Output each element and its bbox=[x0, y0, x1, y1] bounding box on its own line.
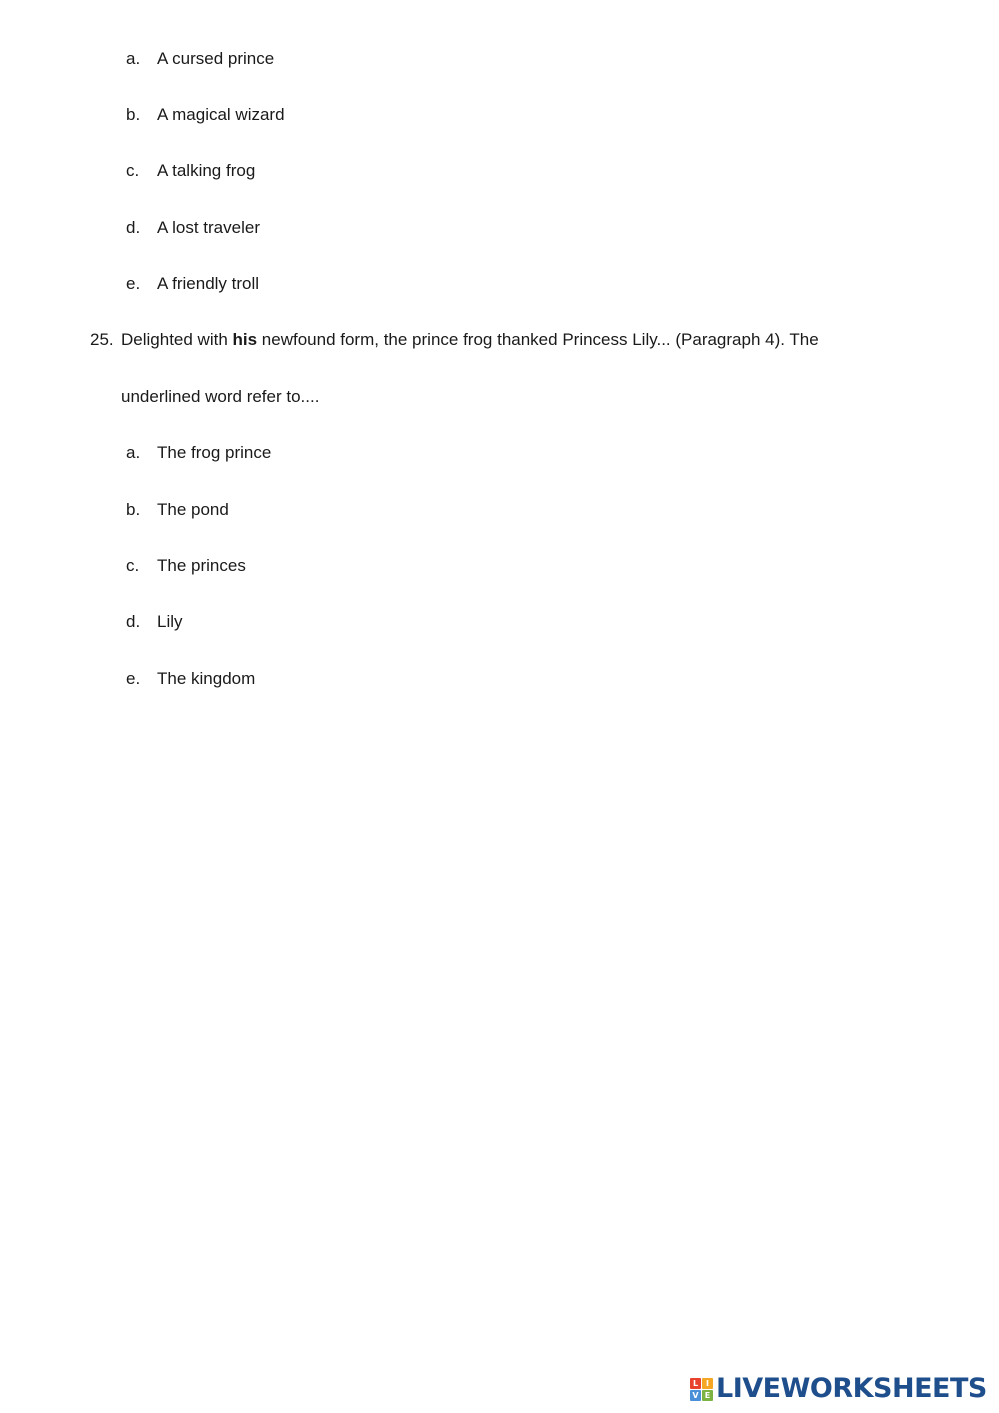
option-text: The pond bbox=[157, 500, 229, 519]
question-bold-word: his bbox=[232, 330, 258, 349]
q25-question-continued: underlined word refer to.... bbox=[121, 387, 320, 406]
option-letter: b. bbox=[126, 105, 141, 124]
option-text: The frog prince bbox=[157, 443, 272, 462]
q25-option-b[interactable] bbox=[126, 498, 229, 522]
logo-mark-v: V bbox=[690, 1390, 701, 1401]
option-letter: d. bbox=[126, 612, 141, 631]
q24-option-d[interactable] bbox=[126, 216, 260, 240]
liveworksheets-logo bbox=[690, 1374, 987, 1404]
q25-option-d[interactable] bbox=[126, 610, 183, 634]
question-text-end: newfound form, the prince frog thanked Princess Lily... (Paragraph 4). The bbox=[257, 330, 819, 349]
option-letter: c. bbox=[126, 556, 140, 575]
option-text: Lily bbox=[157, 612, 183, 631]
option-letter: a. bbox=[126, 443, 141, 462]
q24-option-a[interactable] bbox=[126, 47, 274, 71]
option-letter: c. bbox=[126, 161, 140, 180]
option-text: A friendly troll bbox=[157, 274, 260, 293]
option-text: A cursed prince bbox=[157, 49, 275, 68]
option-text: A magical wizard bbox=[157, 105, 285, 124]
q24-option-b[interactable] bbox=[126, 103, 285, 127]
logo-text: LIVEWORKSHEETS bbox=[716, 1373, 987, 1404]
logo-mark-icon bbox=[690, 1378, 713, 1401]
option-text: A lost traveler bbox=[157, 218, 260, 237]
question-number: 25. bbox=[90, 330, 114, 349]
logo-mark-i: I bbox=[702, 1378, 713, 1389]
q25-option-c[interactable] bbox=[126, 554, 246, 578]
option-letter: e. bbox=[126, 274, 141, 293]
q24-option-e[interactable] bbox=[126, 272, 259, 296]
option-text: The kingdom bbox=[157, 669, 256, 688]
option-letter: b. bbox=[126, 500, 141, 519]
q25-question bbox=[90, 328, 819, 352]
question-text-start: Delighted with bbox=[121, 330, 233, 349]
q25-option-e[interactable] bbox=[126, 667, 255, 691]
option-letter: d. bbox=[126, 218, 141, 237]
q24-option-c[interactable] bbox=[126, 159, 255, 183]
logo-mark-l: L bbox=[690, 1378, 701, 1389]
q25-option-a[interactable] bbox=[126, 441, 271, 465]
option-text: The princes bbox=[157, 556, 246, 575]
option-letter: a. bbox=[126, 49, 141, 68]
option-letter: e. bbox=[126, 669, 141, 688]
option-text: A talking frog bbox=[157, 161, 256, 180]
logo-mark-e: E bbox=[702, 1390, 713, 1401]
